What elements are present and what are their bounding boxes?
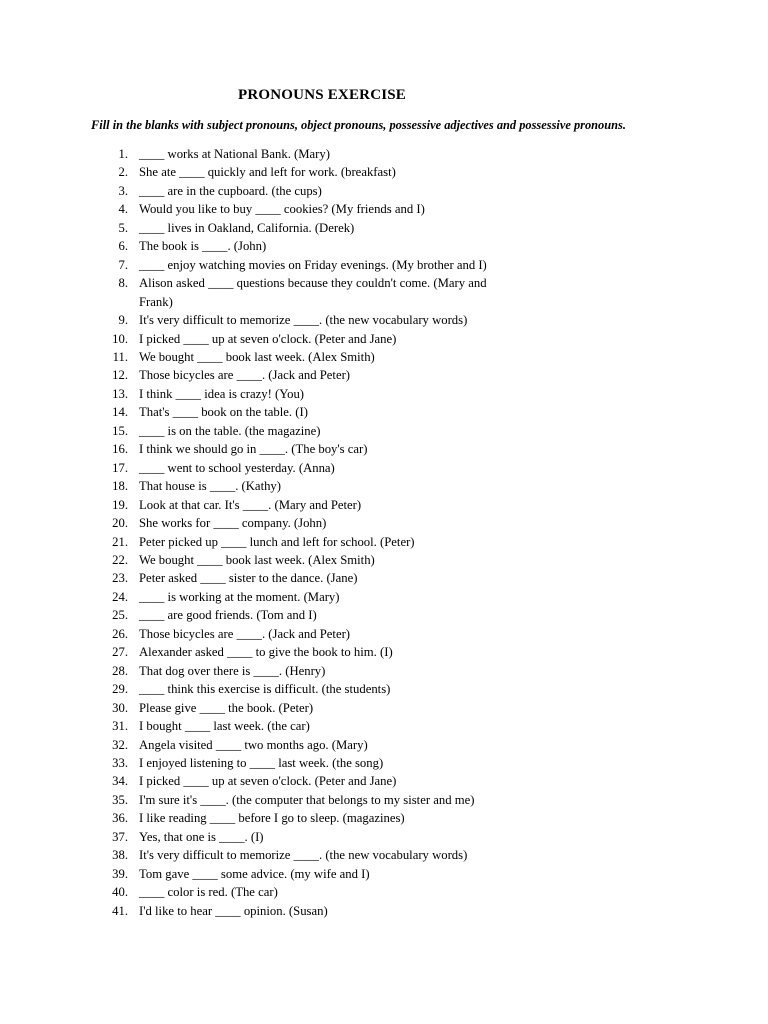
exercise-item	[0, 145, 487, 163]
exercise-number: 3.	[118, 183, 128, 198]
exercise-text: ____ lives in Oakland, California. (Derek)	[139, 220, 355, 235]
exercise-number: 13.	[112, 386, 128, 401]
exercise-text: Yes, that one is ____. (I)	[139, 829, 264, 844]
exercise-item	[0, 717, 487, 735]
exercise-text: I bought ____ last week. (the car)	[139, 719, 310, 734]
exercise-item	[0, 625, 487, 643]
exercise-item	[0, 772, 487, 790]
exercise-item	[0, 348, 487, 366]
exercise-text: ____ think this exercise is difficult. (the students)	[139, 682, 391, 697]
exercise-item	[0, 514, 487, 532]
exercise-number: 39.	[112, 866, 128, 881]
exercise-number: 2.	[118, 165, 128, 180]
exercise-item	[0, 736, 487, 754]
exercise-text: ____ are good friends. (Tom and I)	[139, 608, 317, 623]
exercise-item	[0, 699, 487, 717]
exercise-item	[0, 422, 487, 440]
exercise-number: 31.	[112, 719, 128, 734]
exercise-number: 17.	[112, 460, 128, 475]
exercise-text: ____ works at National Bank. (Mary)	[139, 147, 330, 161]
exercise-number: 32.	[112, 737, 128, 752]
exercise-text: I think we should go in ____. (The boy's car)	[139, 442, 368, 457]
exercise-text: I'd like to hear ____ opinion. (Susan)	[139, 903, 328, 918]
exercise-item	[0, 883, 487, 901]
exercise-text: Alexander asked ____ to give the book to him. (I)	[139, 645, 393, 660]
exercise-item	[0, 237, 487, 255]
exercise-item	[0, 403, 487, 421]
exercise-number: 8.	[118, 276, 128, 291]
exercise-text: We bought ____ book last week. (Alex Smith)	[139, 349, 375, 364]
exercise-item	[0, 440, 487, 458]
exercise-number: 23.	[112, 571, 128, 586]
exercise-number: 22.	[112, 552, 128, 567]
exercise-text: ____ enjoy watching movies on Friday evenings. (My brother and I)	[139, 257, 487, 272]
exercise-number: 37.	[112, 829, 128, 844]
exercise-number: 29.	[112, 682, 128, 697]
exercise-number: 11.	[112, 349, 128, 364]
exercise-number: 18.	[112, 479, 128, 494]
exercise-text: ____ color is red. (The car)	[139, 885, 278, 900]
exercise-item	[0, 182, 487, 200]
exercise-text: ____ is working at the moment. (Mary)	[139, 589, 340, 604]
exercise-number: 35.	[112, 792, 128, 807]
exercise-item	[0, 459, 487, 477]
exercise-item	[0, 662, 487, 680]
exercise-number: 20.	[112, 516, 128, 531]
exercise-item	[0, 274, 487, 311]
exercise-text: That house is ____. (Kathy)	[139, 479, 282, 494]
exercise-number: 9.	[118, 313, 128, 328]
exercise-item	[0, 865, 487, 883]
exercise-text: Angela visited ____ two months ago. (Mary)	[139, 737, 368, 752]
exercise-text: Peter asked ____ sister to the dance. (Jane)	[139, 571, 358, 586]
exercise-item	[0, 754, 487, 772]
exercise-item	[0, 828, 487, 846]
exercise-item	[0, 533, 487, 551]
exercise-text: Please give ____ the book. (Peter)	[139, 700, 314, 715]
exercise-item	[0, 680, 487, 698]
exercise-item	[0, 163, 487, 181]
exercise-item	[0, 477, 487, 495]
exercise-item	[0, 330, 487, 348]
instructions: Fill in the blanks with subject pronouns, object pronouns, possessive adjectives and possessive pronouns.	[91, 118, 626, 132]
exercise-text: ____ is on the table. (the magazine)	[139, 423, 321, 438]
exercise-text: Would you like to buy ____ cookies? (My friends and I)	[139, 202, 425, 217]
exercise-text: That dog over there is ____. (Henry)	[139, 663, 326, 678]
exercise-item	[0, 219, 487, 237]
exercise-number: 24.	[112, 589, 128, 604]
exercise-text: We bought ____ book last week. (Alex Smith)	[139, 552, 375, 567]
exercise-number: 38.	[112, 848, 128, 863]
exercise-text: I like reading ____ before I go to sleep. (magazines)	[139, 811, 405, 826]
exercise-item	[0, 791, 487, 809]
exercise-item	[0, 846, 487, 864]
exercise-number: 34.	[112, 774, 128, 789]
exercise-number: 41.	[112, 903, 128, 918]
exercise-item	[0, 551, 487, 569]
exercise-text: Alison asked ____ questions because they couldn't come. (Mary and	[139, 276, 487, 291]
exercise-text: Frank)	[139, 294, 173, 309]
exercise-text: Those bicycles are ____. (Jack and Peter)	[139, 368, 351, 383]
exercise-text: She ate ____ quickly and left for work. (breakfast)	[139, 165, 396, 180]
exercise-text: That's ____ book on the table. (I)	[139, 405, 308, 420]
exercise-item	[0, 496, 487, 514]
exercise-number: 28.	[112, 663, 128, 678]
exercise-number: 26.	[112, 626, 128, 641]
exercise-item	[0, 588, 487, 606]
exercise-item	[0, 902, 487, 920]
exercise-text: Those bicycles are ____. (Jack and Peter)	[139, 626, 351, 641]
exercise-text: ____ are in the cupboard. (the cups)	[139, 183, 322, 198]
exercise-item	[0, 606, 487, 624]
exercise-number: 10.	[112, 331, 128, 346]
exercise-number: 4.	[118, 202, 128, 217]
exercise-text: I picked ____ up at seven o'clock. (Peter and Jane)	[139, 331, 397, 346]
exercise-text: She works for ____ company. (John)	[139, 516, 327, 531]
exercise-item	[0, 569, 487, 587]
exercise-text: I picked ____ up at seven o'clock. (Peter and Jane)	[139, 774, 397, 789]
exercise-number: 25.	[112, 608, 128, 623]
exercise-item	[0, 311, 487, 329]
exercise-text: I think ____ idea is crazy! (You)	[139, 386, 305, 401]
exercise-text: It's very difficult to memorize ____. (the new vocabulary words)	[139, 313, 468, 328]
exercise-item	[0, 256, 487, 274]
page-title: PRONOUNS EXERCISE	[238, 87, 407, 103]
exercise-number: 19.	[112, 497, 128, 512]
exercise-item	[0, 385, 487, 403]
exercise-number: 14.	[112, 405, 128, 420]
exercise-text: I enjoyed listening to ____ last week. (the song)	[139, 755, 384, 770]
exercise-number: 16.	[112, 442, 128, 457]
exercise-text: Tom gave ____ some advice. (my wife and I)	[139, 866, 370, 881]
exercise-item	[0, 200, 487, 218]
exercise-number: 15.	[112, 423, 128, 438]
exercise-text: ____ went to school yesterday. (Anna)	[139, 460, 335, 475]
exercise-item	[0, 643, 487, 661]
exercise-number: 27.	[112, 645, 128, 660]
exercise-number: 21.	[112, 534, 128, 549]
exercise-text: Peter picked up ____ lunch and left for school. (Peter)	[139, 534, 415, 549]
exercise-item	[0, 809, 487, 827]
exercise-number: 12.	[112, 368, 128, 383]
exercise-text: It's very difficult to memorize ____. (the new vocabulary words)	[139, 848, 468, 863]
exercise-item	[0, 366, 487, 384]
exercise-text: The book is ____. (John)	[139, 239, 267, 254]
exercise-text: I'm sure it's ____. (the computer that belongs to my sister and me)	[139, 792, 475, 807]
exercise-list	[0, 145, 487, 920]
exercise-number: 33.	[112, 755, 128, 770]
exercise-number: 36.	[112, 811, 128, 826]
exercise-number: 7.	[118, 257, 128, 272]
exercise-number: 6.	[118, 239, 128, 254]
exercise-text: Look at that car. It's ____. (Mary and Peter)	[139, 497, 362, 512]
exercise-number: 1.	[118, 147, 128, 161]
exercise-number: 40.	[112, 885, 128, 900]
exercise-number: 5.	[118, 220, 128, 235]
exercise-number: 30.	[112, 700, 128, 715]
